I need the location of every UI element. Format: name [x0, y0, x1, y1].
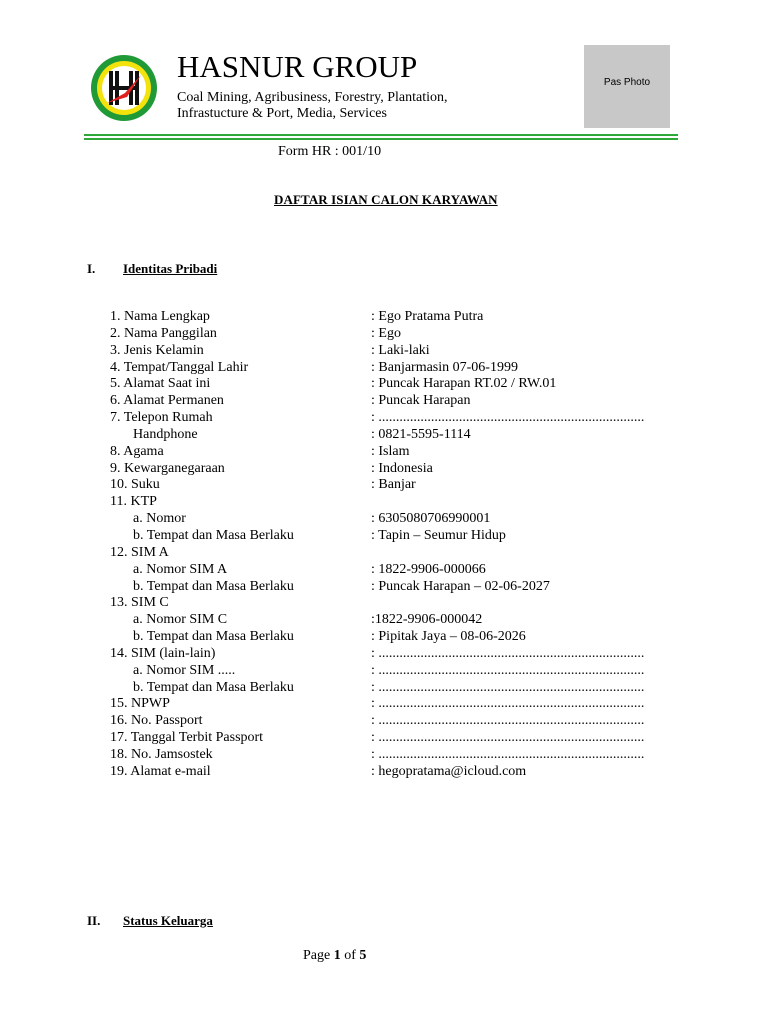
field-row	[0, 764, 768, 781]
field-value: : Puncak Harapan RT.02 / RW.01	[371, 376, 557, 392]
field-label: 9. Kewarganegaraan	[110, 460, 225, 476]
identity-field-list	[0, 309, 768, 781]
hasnur-logo-icon	[89, 53, 159, 123]
field-row	[0, 410, 768, 427]
field-value: : Ego Pratama Putra	[371, 309, 484, 324]
company-tagline-line-1: Coal Mining, Agribusiness, Forestry, Plantation,	[177, 90, 448, 105]
field-row	[0, 696, 768, 713]
field-row	[0, 579, 768, 596]
field-row	[0, 360, 768, 377]
field-label: a. Nomor SIM C	[133, 612, 228, 628]
field-label: 3. Jenis Kelamin	[110, 342, 204, 358]
field-label: 13. SIM C	[110, 595, 169, 611]
page-word: Page	[303, 948, 331, 963]
field-label: 4. Tempat/Tanggal Lahir	[110, 359, 249, 375]
field-value: : Ego	[371, 325, 401, 341]
field-value: : hegopratama@icloud.com	[371, 763, 527, 779]
field-row	[0, 393, 768, 410]
page-current: 1	[333, 948, 341, 963]
field-row	[0, 326, 768, 343]
field-row	[0, 747, 768, 764]
field-value: : Banjarmasin 07-06-1999	[371, 359, 518, 375]
field-value: : Puncak Harapan	[371, 393, 471, 409]
field-row	[0, 562, 768, 579]
field-label: 7. Telepon Rumah	[110, 410, 213, 426]
field-value: : ............................................................................	[371, 746, 645, 762]
field-row	[0, 528, 768, 545]
field-label: a. Nomor	[133, 511, 186, 527]
document-title: DAFTAR ISIAN CALON KARYAWAN	[274, 192, 498, 207]
field-row	[0, 646, 768, 663]
field-label: Handphone	[133, 426, 198, 442]
field-value: : 6305080706990001	[371, 511, 491, 527]
section-heading-status-keluarga	[87, 913, 213, 929]
field-label: 11. KTP	[110, 494, 157, 510]
section-number: I.	[87, 261, 96, 276]
section-title: Status Keluarga	[123, 913, 213, 928]
field-value: : Laki-laki	[371, 342, 430, 358]
field-value: : Puncak Harapan – 02-06-2027	[371, 578, 550, 594]
field-label: 14. SIM (lain-lain)	[110, 645, 216, 661]
field-row	[0, 612, 768, 629]
company-name: HASNUR GROUP	[177, 49, 418, 84]
field-label: 16. No. Passport	[110, 713, 203, 729]
field-label: b. Tempat dan Masa Berlaku	[133, 527, 294, 543]
page-footer	[303, 947, 366, 964]
field-label: 8. Agama	[110, 443, 164, 459]
field-row	[0, 663, 768, 680]
page-total: 5	[359, 948, 367, 963]
header-rule-bottom	[84, 138, 678, 140]
field-label: 10. Suku	[110, 477, 160, 493]
section-heading-identitas-pribadi	[87, 261, 217, 277]
field-value: : Banjar	[371, 477, 416, 493]
field-value: : Indonesia	[371, 460, 433, 476]
field-label: 17. Tanggal Terbit Passport	[110, 730, 264, 746]
field-label: 5. Alamat Saat ini	[110, 376, 211, 392]
pas-photo-placeholder	[584, 45, 670, 128]
field-row	[0, 595, 768, 612]
field-label: b. Tempat dan Masa Berlaku	[133, 679, 294, 695]
field-row	[0, 629, 768, 646]
field-row	[0, 343, 768, 360]
field-value: : Tapin – Seumur Hidup	[371, 527, 506, 543]
field-row	[0, 461, 768, 478]
field-label: 15. NPWP	[110, 696, 170, 712]
field-value: : Pipitak Jaya – 08-06-2026	[371, 629, 526, 645]
header-rule-top	[84, 134, 678, 136]
section-title: Identitas Pribadi	[123, 261, 218, 276]
company-tagline-line-2: Infrastucture & Port, Media, Services	[177, 106, 387, 121]
field-value: : 0821-5595-1114	[371, 426, 471, 442]
field-row	[0, 477, 768, 494]
field-value: : Islam	[371, 443, 410, 459]
page-of-word: of	[344, 948, 356, 963]
field-row	[0, 444, 768, 461]
field-row	[0, 494, 768, 511]
form-code: Form HR : 001/10	[278, 144, 382, 159]
field-label: b. Tempat dan Masa Berlaku	[133, 578, 294, 594]
field-label: a. Nomor SIM A	[133, 561, 228, 577]
field-row	[0, 376, 768, 393]
field-label: a. Nomor SIM .....	[133, 662, 236, 678]
field-value: : ............................................................................	[371, 410, 645, 426]
pas-photo-label: Pas Photo	[603, 77, 651, 88]
field-label: 12. SIM A	[110, 544, 169, 560]
field-value: : ............................................................................	[371, 730, 645, 746]
field-label: 6. Alamat Permanen	[110, 393, 224, 409]
field-label: 1. Nama Lengkap	[110, 309, 210, 324]
field-label: 19. Alamat e-mail	[110, 763, 211, 779]
field-row	[0, 427, 768, 444]
field-value: : ............................................................................	[371, 662, 645, 678]
field-label: 18. No. Jamsostek	[110, 746, 213, 762]
field-value: : ............................................................................	[371, 696, 645, 712]
field-value: : ............................................................................	[371, 679, 645, 695]
field-value: : ............................................................................	[371, 645, 645, 661]
field-row	[0, 730, 768, 747]
field-value: : 1822-9906-000066	[371, 561, 486, 577]
field-row	[0, 309, 768, 326]
field-label: 2. Nama Panggilan	[110, 325, 217, 341]
section-number: II.	[87, 913, 101, 928]
field-label: b. Tempat dan Masa Berlaku	[133, 629, 294, 645]
field-row	[0, 680, 768, 697]
field-value: :1822-9906-000042	[371, 612, 483, 628]
field-row	[0, 511, 768, 528]
field-row	[0, 713, 768, 730]
field-value: : ............................................................................	[371, 713, 645, 729]
field-row	[0, 545, 768, 562]
